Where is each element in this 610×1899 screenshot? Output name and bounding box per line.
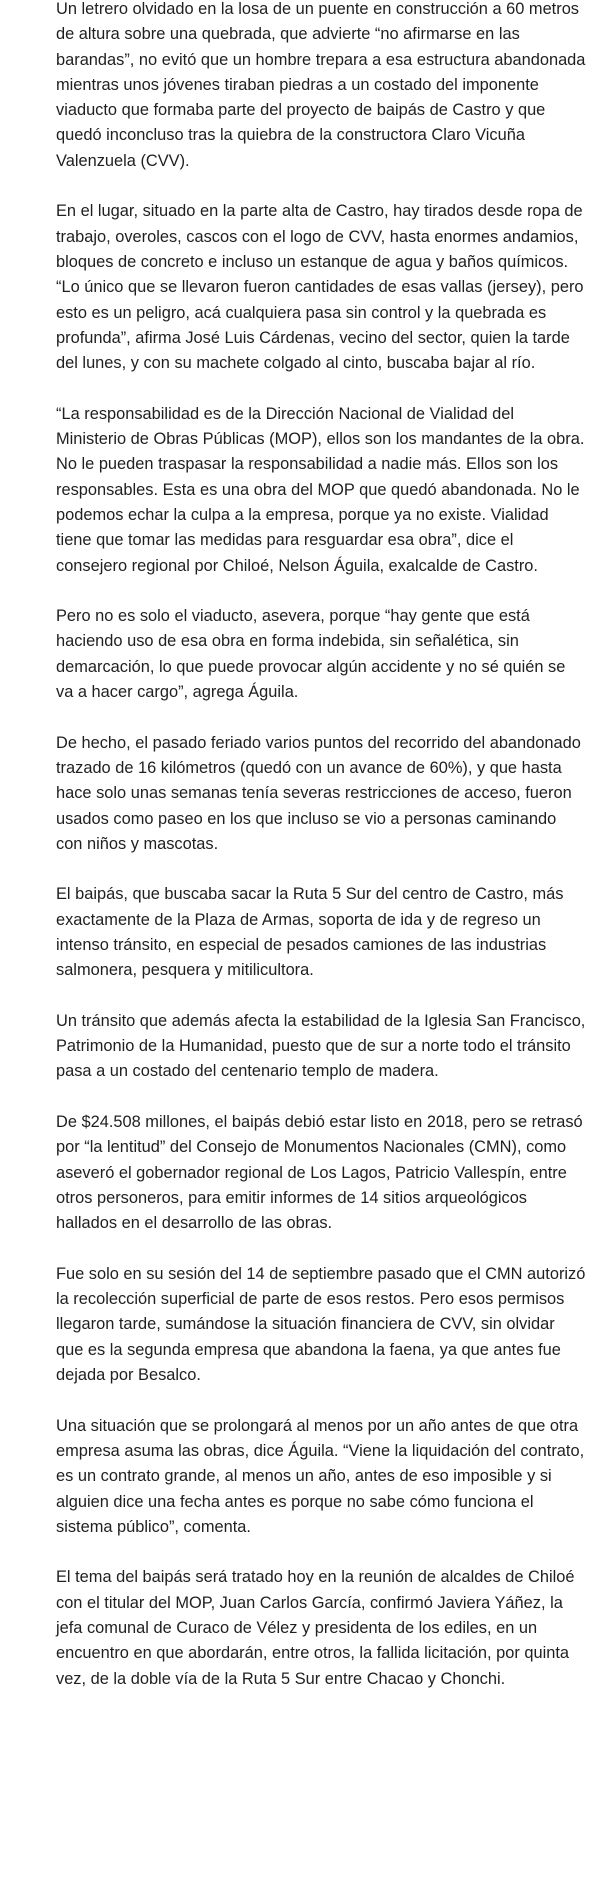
article-paragraph: De $24.508 millones, el baipás debió estar listo en 2018, pero se retrasó por “la lentitud” del Consejo de Monumentos Nacionales (CMN), como aseveró el gobernador regional de Los Lagos, Patricio Vallespín, entre otros personeros, para emitir informes de 14 sitios arqueológicos hallados en el desarrollo de las obras. [56, 1113, 583, 1233]
article-paragraph: El tema del baipás será tratado hoy en la reunión de alcaldes de Chiloé con el titular del MOP, Juan Carlos García, confirmó Javiera Yáñez, la jefa comunal de Curaco de Vélez y presidenta de los ediles, en un encuentro en que abordarán, entre otros, la fallida licitación, por quinta vez, de la doble vía de la Ruta 5 Sur entre Chacao y Chonchi. [56, 1568, 575, 1688]
article-body [56, 0, 586, 1717]
article-paragraph: El baipás, que buscaba sacar la Ruta 5 Sur del centro de Castro, más exactamente de la Plaza de Armas, soporta de ida y de regreso un intenso tránsito, en especial de pesados camiones de las industrias salmonera, pesquera y mitilicultora. [56, 885, 564, 980]
article-paragraph: Fue solo en su sesión del 14 de septiembre pasado que el CMN autorizó la recolección superficial de parte de esos restos. Pero esos permisos llegaron tarde, sumándose la situación financiera de CVV, sin olvidar que es la segunda empresa que abandona la faena, ya que antes fue dejada por Besalco. [56, 1264, 586, 1385]
article-paragraph: Un letrero olvidado en la losa de un puente en construcción a 60 metros de altura sobre una quebrada, que advierte “no afirmarse en las barandas”, no evitó que un hombre trepara a esa estructura abandonada mientras unos jóvenes tiraban piedras a un costado del imponente viaducto que formaba parte del proyecto de baipás de Castro y que quedó inconcluso tras la quiebra de la constructora Claro Vicuña Valenzuela (CVV). [56, 0, 586, 170]
article-paragraph: De hecho, el pasado feriado varios puntos del recorrido del abandonado trazado de 16 kilómetros (quedó con un avance de 60%), y que hasta hace solo unas semanas tenía severas restricciones de acceso, fueron usados como paseo en los que incluso se vio a personas caminando con niños y mascotas. [56, 733, 581, 853]
article-paragraph: Una situación que se prolongará al menos por un año antes de que otra empresa asuma las obras, dice Águila. “Viene la liquidación del contrato, es un contrato grande, al menos un año, antes de eso imposible y si alguien dice una fecha antes es porque no sabe cómo funciona el sistema público”, comenta. [56, 1416, 585, 1536]
article-paragraph: En el lugar, situado en la parte alta de Castro, hay tirados desde ropa de trabajo, overoles, cascos con el logo de CVV, hasta enormes andamios, bloques de concreto e incluso un estanque de agua y baños químicos. “Lo único que se llevaron fueron cantidades de esas vallas (jersey), pero esto es un peligro, acá cualquiera pasa sin control y la quebrada es profunda”, afirma José Luis Cárdenas, vecino del sector, quien la tarde del lunes, y con su machete colgado al cinto, buscaba bajar al río. [56, 202, 584, 373]
article-paragraph: “La responsabilidad es de la Dirección Nacional de Vialidad del Ministerio de Obras Públicas (MOP), ellos son los mandantes de la obra. No le pueden traspasar la responsabilidad a nadie más. Ellos son los responsables. Esta es una obra del MOP que quedó abandonada. No le podemos echar la culpa a la empresa, porque ya no existe. Vialidad tiene que tomar las medidas para resguardar esa obra”, dice el consejero regional por Chiloé, Nelson Águila, exalcalde de Castro. [56, 404, 585, 575]
article-paragraph: Pero no es solo el viaducto, asevera, porque “hay gente que está haciendo uso de esa obra en forma indebida, sin señalética, sin demarcación, lo que puede provocar algún accidente y no sé quién se va a hacer cargo”, agrega Águila. [56, 607, 566, 702]
article-paragraph: Un tránsito que además afecta la estabilidad de la Iglesia San Francisco, Patrimonio de la Humanidad, puesto que de sur a norte todo el tránsito pasa a un costado del centenario templo de madera. [56, 1011, 586, 1081]
